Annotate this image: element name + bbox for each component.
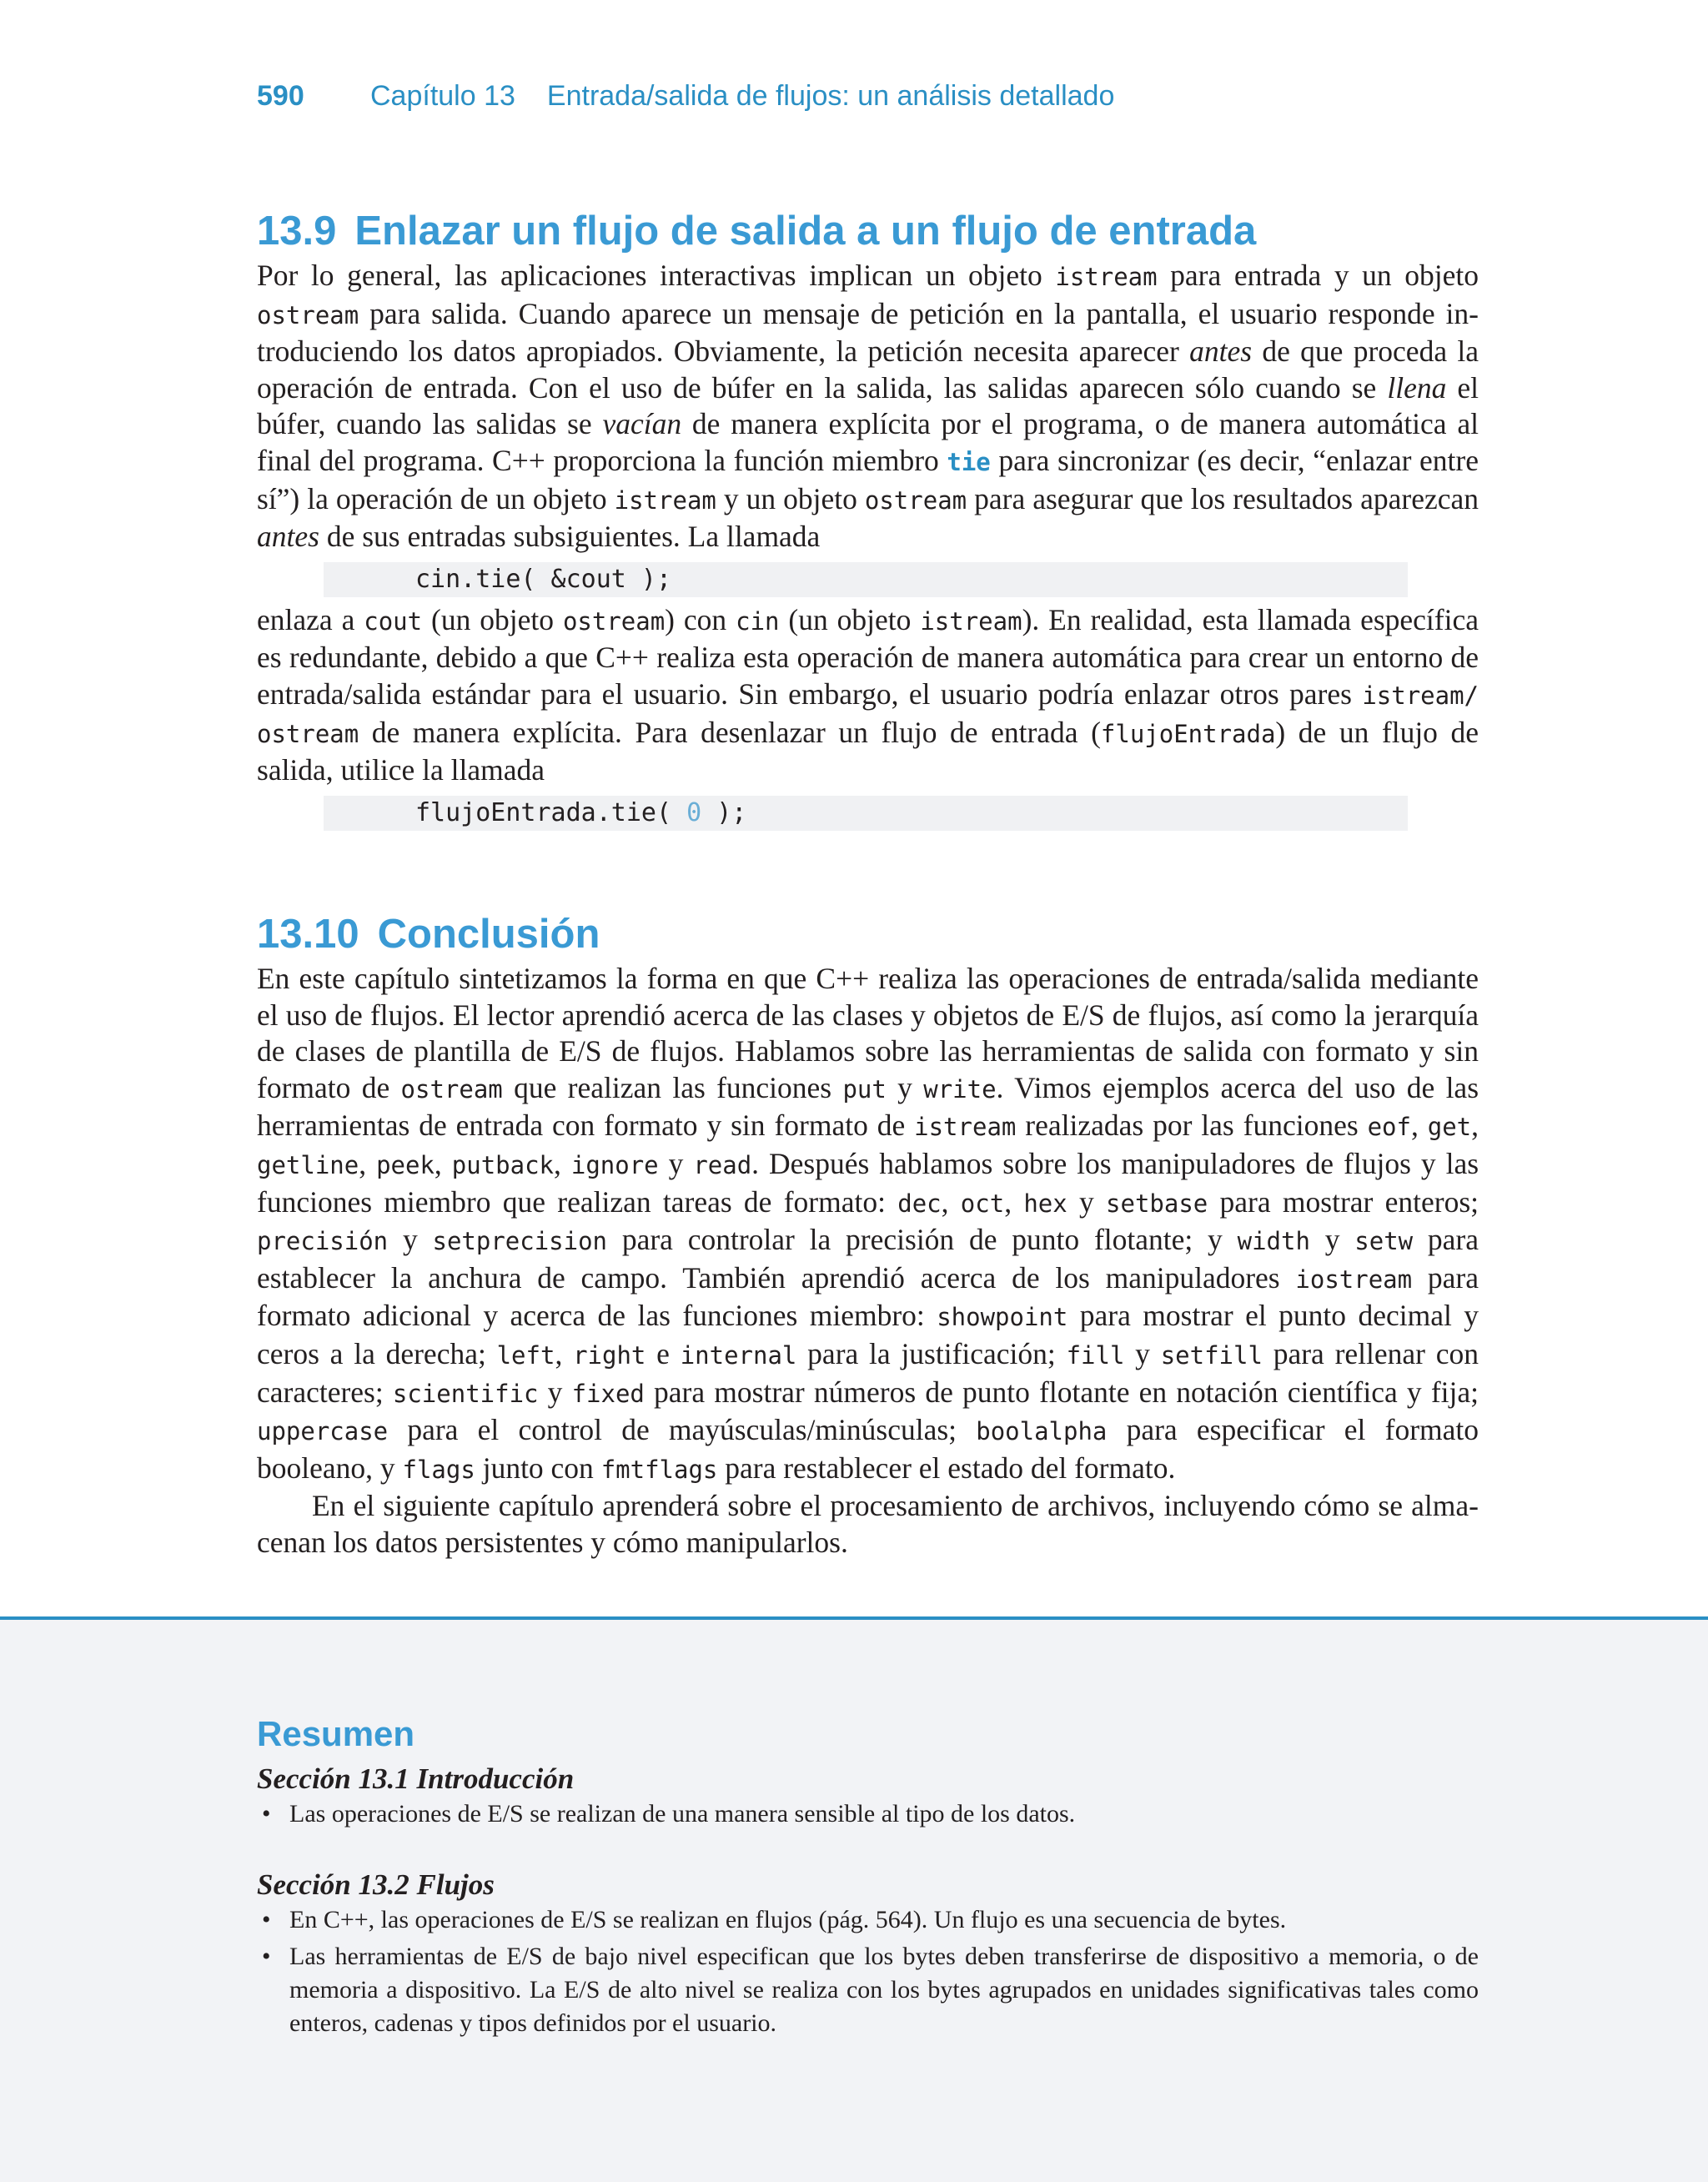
bullet-list [257,1903,1479,2040]
list-item: • Las herramientas de E/S de bajo nivel especifican que los bytes deben transferirse de dispositivo a memoria, o de memoria a dispositivo. La E/S de alto nivel se realiza con los bytes agrupados en unidades significativas tales como enteros, cadenas y tipos definidos por el usuario. [257,1940,1479,2040]
code-block: flujoEntrada.tie( 0 ); [324,796,1408,831]
section-title: Conclusión [377,912,600,957]
section-heading [257,206,1479,256]
summary-box [0,1616,1708,2182]
summary-section-heading: Sección 13.2 Flujos [257,1868,495,1901]
section-13-10 [257,909,1479,1561]
paragraph: En el siguiente capítulo aprenderá sobre el procesamiento de archivos, incluyendo cómo se almacenan los datos persistentes y cómo manipularlos. [257,1489,1479,1559]
chapter-title: Entrada/salida de flujos: un análisis detallado [546,80,1115,112]
list-item: • En C++, las operaciones de E/S se realizan en flujos (pág. 564). Un flujo es una secuencia de bytes. [257,1903,1479,1937]
page-number: 590 [257,80,304,112]
bullet-list [257,1797,1479,1831]
paragraph: Por lo general, las aplicaciones interactivas implican un objeto istream para entrada y un objeto ostream para salida. Cuando aparece un mensaje de petición en la pantalla, el usuario responde introduciendo los datos apropiados. Obviamente, la petición necesita aparecer antes de que proceda la operación de entrada. Con el uso de búfer en la salida, las salidas aparecen sólo cuando se llena el búfer, cuando las salidas se vacían de manera explícita por el programa, o de manera automática al final del programa. C++ proporciona la función miembro tie para sincronizar (es decir, “enlazar entre sí”) la operación de un objeto istream y un objeto ostream para asegurar que los resultados aparezcan antes de sus entradas subsiguientes. La llamada [257,259,1479,554]
section-number: 13.10 [257,912,359,957]
section-number: 13.9 [257,209,337,254]
section-13-9 [257,206,1479,836]
summary-title: Resumen [257,1714,415,1753]
paragraph: enlaza a cout (un objeto ostream) con cin (un objeto istream). En realidad, esta llamada específica es redundante, debido a que C++ realiza esta operación de manera automática para crear un entorno de entrada/salida estándar para el usuario. Sin embargo, el usuario podría enlazar otros pares istream/ ostream de manera explícita. Para desenlazar un flujo de entrada (flujoEntrada) de un flujo de salida, utilice la llamada [257,602,1479,787]
chapter-label: Capítulo 13 [370,80,515,112]
code-block: cin.tie( &cout ); [324,562,1408,597]
section-heading [257,909,1479,959]
summary-section-heading: Sección 13.1 Introducción [257,1762,575,1795]
list-item: • Las operaciones de E/S se realizan de una manera sensible al tipo de los datos. [257,1797,1479,1831]
section-title: Enlazar un flujo de salida a un flujo de entrada [354,209,1257,254]
bullet-icon: • [262,1943,271,1970]
bullet-icon: • [262,1800,271,1828]
paragraph: En este capítulo sintetizamos la forma en que C++ realiza las operaciones de entrada/salida mediante el uso de flujos. El lector aprendió acerca de las clases y objetos de E/S de flujos, así como la jerarquía de clases de plantilla de E/S de flujos. Hablamos sobre las herramientas de salida con formato y sin formato de ostream que realizan las funciones put y write. Vimos ejemplos acerca del uso de las herramientas de entrada con formato y sin formato de istream realizadas por las funciones eof, get, getline, peek, putback, ignore y read. Después hablamos sobre los manipuladores de flujos y las funciones miembro que realizan tareas de formato: dec, oct, hex y setbase para mostrar enteros; precisión y setprecision para controlar la precisión de punto flotante; y width y setw para establecer la anchura de campo. También aprendió acerca de los manipuladores iostream para formato adicional y acerca de las funciones miembro: showpoint para mostrar el punto decimal y ceros a la derecha; left, right e internal para la justificación; fill y setfill para rellenar con caracteres; scientific y fixed para mostrar números de punto flotante en notación científica y fija; uppercase para el control de mayúsculas/minúsculas; boolalpha para especificar el formato booleano, y flags junto con fmtflags para restablecer el estado del formato. [257,962,1479,1485]
bullet-icon: • [262,1906,271,1933]
summary-content [257,1714,1479,2044]
running-header [257,80,1114,113]
keyword-tie: tie [947,447,991,476]
